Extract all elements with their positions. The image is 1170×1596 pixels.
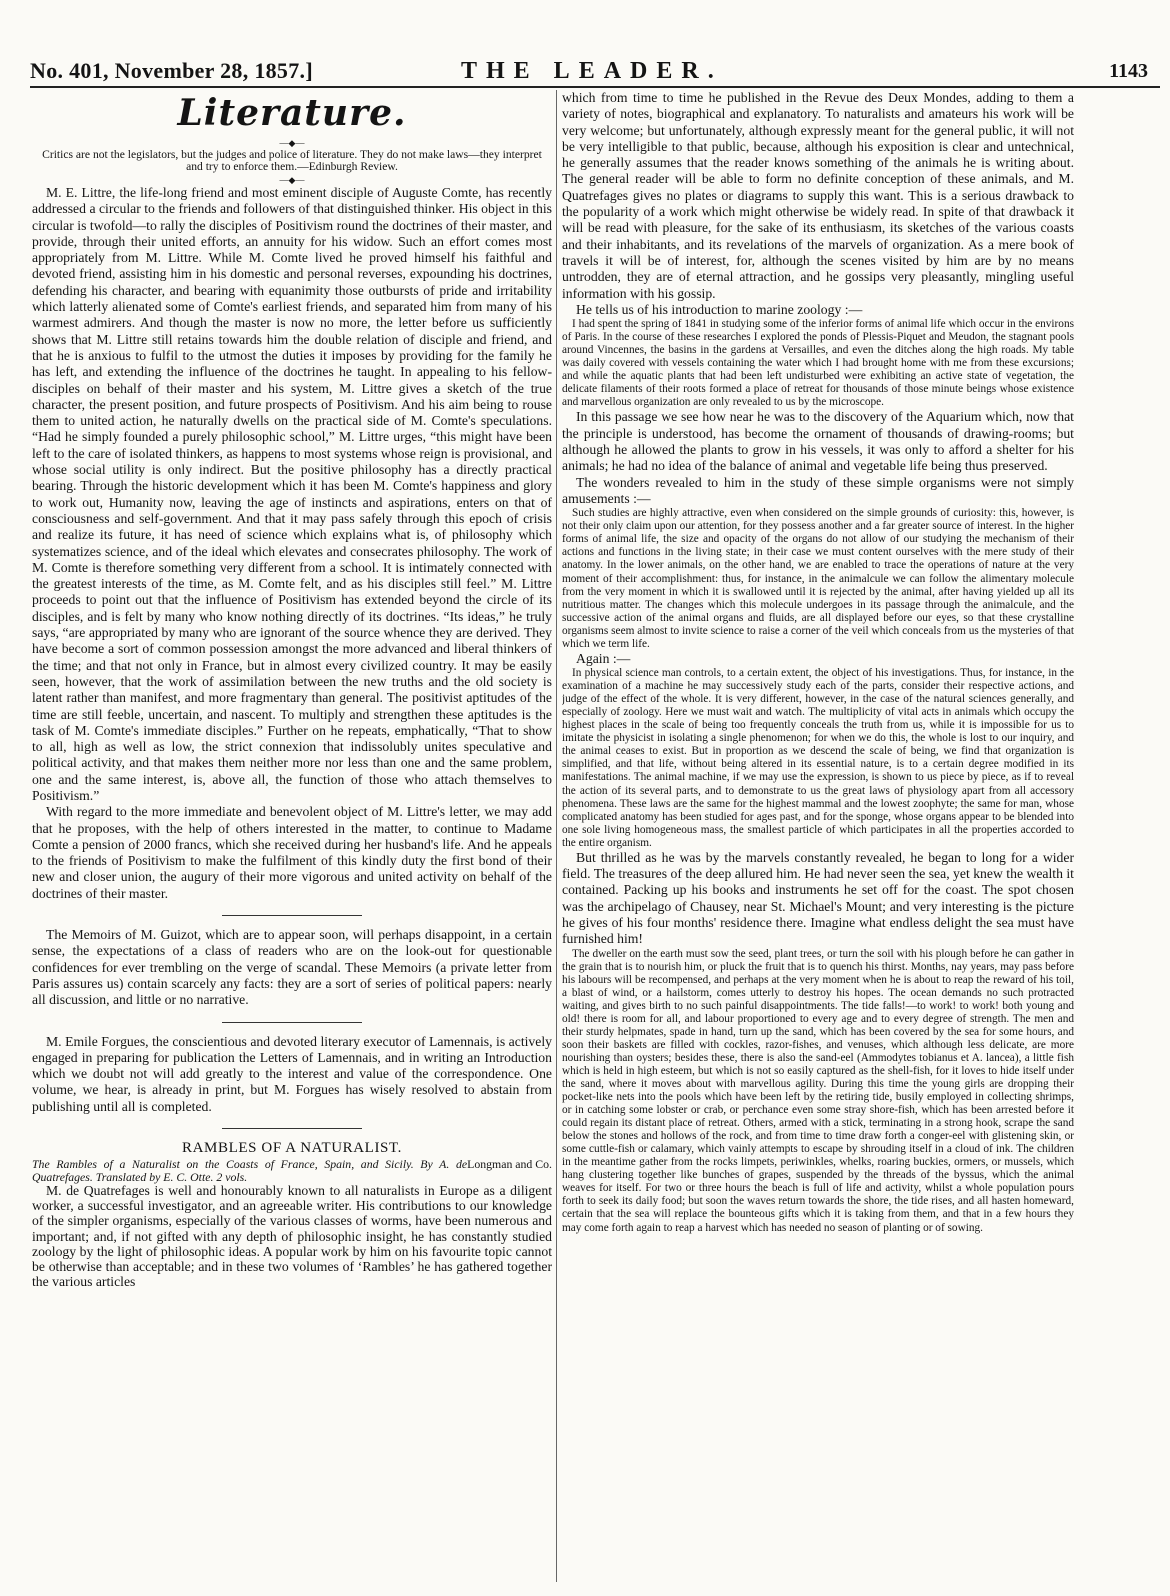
article-forgues-paragraph: M. Emile Forgues, the conscientious and devoted literary executor of Lamennais, is actively engaged in preparing for publication the Letters of Lamennais, and in writing an Introduction which we doubt not will add greatly to the interest and value of the correspondence. One volume, we hear, is already in print, but M. Forgues has wisely resolved to abstain from publishing until all is completed. [32,1033,552,1114]
book-title: The Rambles of a Naturalist on the Coasts of France, Spain, and Sicily. By A. de Quatrefages. Translated by E. C. Otte. 2 vols. [32,1157,468,1184]
article-littre-paragraph: M. E. Littre, the life-long friend and most eminent disciple of Auguste Comte, has recently addressed a circular to the friends and followers of that distinguished thinker. His object in this circular is twofold—to rally the disciples of Positivism round the doctrines of their master, and provide, through their united efforts, an annuity for his widow. Such an effort comes most appropriately from M. Littre. While M. Comte lived he proved himself his faithful and devoted friend, assisting him in his domestic and personal reverses, expounding his doctrines, defending his character, and bearing with equanimity those outbursts of pride and irritability which latterly alienated some of Comte's earliest friends, and separated him from many of his warmest admirers. And though the master is now no more, the letter before us sufficiently shows that M. Littre still retains towards him the double relation of disciple and friend, and that he is anxious to fulfil to the utmost the duties it imposes by providing for the family he has left, and extending the influence of the doctrines he taught. In appealing to his fellow-disciples on behalf of their master and his system, M. Littre gives a sketch of the true character, the present position, and future prospects of Positivism. And his aim being to rouse them to united action, he naturally dwells on the practical side of M. Comte's speculations. “Had he simply founded a purely philosophic school,” M. Littre urges, “this might have been left to the care of isolated thinkers, as happens to most systems whose reign is provisional, and whose social utility is only indirect. But the positive philosophy has a directly practical bearing. Through the historic development which it has been M. Comte's happiness and glory to work out, Humanity now, leaving the age of instincts and aspirations, enters on that of consciousness and self-government. And that it may pass safely through this epoch of crisis and realize its future, it has need of science which explains what is, of philosophy which systematizes science, and of the ideal which elevates and consecrates philosophy. The work of M. Comte is therefore something very different from a school. It is intimately connected with the greatest interests of the time, as M. Comte felt, and as his disciples still feel.” M. Littre proceeds to point out that the influence of Positivism has extended beyond the circle of its disciples, and is felt by many who know nothing directly of its doctrines. “Its ideas,” he truly says, “are appropriated by many who are ignorant of the source whence they are derived. They have become a sort of common possession amongst the more advanced and liberal thinkers of the time; and that not only in France, but in almost every civilized country. It may be easily seen, however, that the work of assimilation between the new truths and the old society is latent rather than manifest, and more fragmentary than general. The positivist aptitudes of the time are still feeble, uncertain, and nascent. To multiply and strengthen these aptitudes is the task of M. Comte's immediate disciples.” Further on he repeats, emphatically, “That to show to all, high as well as low, the strict connexion that indissolubly unites speculative and political activity, and that makes them neither more nor less than one and the same problem, one and the same interest, is, above all, the function of those who attach themselves to Positivism.” [32,185,552,803]
quotation-3: In physical science man controls, to a certain extent, the object of his investigations. Thus, for instance, in the examination of a machine he may successively study each of the parts, consider their respective actions, and judge of the effect of the whole. It is very different, however, in the case of the natural sciences generally, and especially of zoology. Here we must wait and watch. The multiplicity of vital acts in animals which occupy the highest places in the scale of being too frequently conceals the truth from us, while it is impossible for us to imitate the physicist in isolating a single phenomenon; for when we do this, the whole is lost to our inquiry, and the animal ceases to exist. But in proportion as we descend the scale of being, we find that organization is simplified, and that life, without being altered in its essential nature, is to a certain degree modified in its manifestations. The animal machine, if we may use the expression, is shown to us piece by piece, as if to reveal the action of its several parts, and to demonstrate to us the great laws of physiology apart from all accessory phenomena. These laws are the same for the highest mammal and the lowest zoophyte; the same for man, whose complicated anatomy has been studied for ages past, and for the sponge, whose organs appear to be blended into one sole living homogeneous mass, the smallest particle of which participates in all the properties accorded to the entire organism. [562,667,1074,849]
article-guizot-paragraph: The Memoirs of M. Guizot, which are to appear soon, will perhaps disappoint, in a certain sense, the expectations of a class of readers who are on the look-out for questionable confidences for ever trembling on the verge of scandal. These Memoirs (a private letter from Paris assures us) contain scarcely any facts: they are a sort of series of political papers: nearly all discussion, and little or no narrative. [32,927,552,1008]
horizontal-rule-2 [222,1022,362,1023]
review-paragraph: M. de Quatrefages is well and honourably known to all naturalists in Europe as a diligent worker, a successful investigator, and an agreeable writer. His contributions to our knowledge of the simpler organisms, especially of the various classes of worms, have been numerous and important; and, if not gifted with any depth of philosophic insight, he has constantly studied zoology by the light of philosophic ideas. A popular work by him on his favourite topic cannot be otherwise than acceptable; and in these two volumes of ‘Rambles’ he has gathered together the various articles [32,1183,552,1290]
page-header [30,58,1160,88]
left-column [32,90,552,1590]
right-column [562,90,1074,1590]
review-heading: RAMBLES OF A NATURALIST. [182,1140,402,1157]
column-divider [556,90,557,1582]
quotation-4: The dweller on the earth must sow the seed, plant trees, or turn the soil with his plough before he can gather in the grain that is to nourish him, or pluck the fruit that is to quench his thirst. Months, nay years, may pass before his labours will be recompensed, and perhaps at the very moment when he is about to reap the reward of his toil, a blast of wind, or a hailstorm, comes utterly to destroy his hopes. The ocean demands no such protracted waiting, and gives birth to no such painful disappointments. The tide falls!—to work! to work! both young and old! there is room for all, and labour proportioned to every age and to every degree of strength. The men and their sturdy helpmates, spade in hand, turn up the sand, which has been covered by the sea for some hours, and soon their baskets are filled with cockles, razor-fishes, and venuses, which although less delicate, are more nourishing than oysters; besides these, there is also the sand-eel (Ammodytes tobianus et A. lancea), a little fish which is held in high esteem, but which is not so easily captured as the shell-fish, for it loves to hide itself under the sand, where it moves about with marvellous agility. During this time the young girls are dropping their pocket-like nets into the pools which have been left by the retiring tide, busily employed in collecting shrimps, or in catching some lobster or crab, or perchance even some stray shore-fish, which has been arrested before it could regain its distant place of retreat. Others, armed with a stick, terminating in a strong hook, scrape the sand below the stones and hollows of the rock, and from time to time draw forth a conger-eel with glistening skin, or some cuttle-fish or calamary, which vainly attempts to escape by shrouding itself in a cloud of ink. The children in the meantime gather from the rocks limpets, periwinkles, whelks, roaring buckies, ormers, or mussels, which hang clustering together like bunches of grapes, suspended by the threads of the byssus, which the animal weaves for itself. For two or three hours the beach is full of life and activity, whilst a whole population pours forth to seek its daily food; but soon the waves return towards the shore, the tide rises, and all hasten homeward, certain that the sea will replace the bounteous gifts which it is taking from them, and that in a few hours they may come forth again to reap a harvest which has needed no season of planting or of sowing. [562,947,1074,1234]
article-littre-paragraph-2: With regard to the more immediate and benevolent object of M. Littre's letter, we may add that he proposes, with the help of others interested in the matter, to continue to Madame Comte a pension of 2000 francs, which she received during her husband's life. And he appeals to the friends of Positivism to make the fulfilment of this kindly duty the first bond of their new and closer union, the augury of their more vigorous and united activity on behalf of the doctrines of their master. [32,804,552,901]
section-title: Literature. [177,92,407,134]
ornament-divider: —◆— [279,138,305,148]
horizontal-rule-3 [222,1128,362,1129]
quotation-1: I had spent the spring of 1841 in studying some of the inferior forms of animal life which occur in the environs of Paris. In the course of these researches I explored the ponds of Plessis-Piquet and Meudon, the stagnant pools around Vincennes, the basins in the gardens at Versailles, and even the ditches along the high roads. My table was daily covered with vessels containing the water which I had brought home with me from these excursions; and while the aquatic plants that had been left undisturbed were exhibiting an active state of vegetation, the delicate filaments of their roots formed a place of retreat for thousands of those minute beings whose existence and marvellous organization are only revealed to us by the microscope. [562,318,1074,409]
review-continuation: which from time to time he published in the Revue des Deux Mondes, adding to them a variety of notes, biographical and explanatory. To naturalists and amateurs his work will be very welcome; but unfortunately, although expressly meant for the general public, it will not be very intelligible to that public, because, although his exposition is clear and untechnical, he generally assumes that the reader knows something of the animals he is writing about. The general reader will be able to form no definite conception of these animals, and M. Quatrefages gives no plates or diagrams to supply this want. This is a serious drawback to the popularity of a work which might otherwise be widely read. In spite of that drawback it will be read with pleasure, for the sake of its enthusiasm, its sketches of the various coasts and their inhabitants, and its revelations of the marvels of organization. As a mere book of travels it will be of interest, for, although the scenes visited by him are by no means untrodden, they are of eternal attraction, and he gossips very pleasantly, mingling useful information with his gossip. [562,90,1074,301]
review-paragraph-aquarium: In this passage we see how near he was to the discovery of the Aquarium which, now that the principle is understood, has become the ornament of thousands of drawing-rooms; but although he allowed the plants to grow in his vessels, it was only to afford a shelter for his animals; he had no idea of the balance of animal and vegetable life being thus preserved. [562,409,1074,474]
review-paragraph-again: Again :— [576,650,631,666]
issue-date: No. 401, November 28, 1857.] [30,58,313,83]
book-publisher: Longman and Co. [467,1157,552,1172]
review-paragraph-wonders: The wonders revealed to him in the study of these simple organisms were not simply amusements :— [562,474,1074,506]
review-paragraph-sea: But thrilled as he was by the marvels constantly revealed, he began to long for a wider field. The treasures of the deep allured him. He had never seen the sea, yet knew the wealth it contained. Packing up his books and instruments he set off for the coast. The spot chosen was the archipelago of Chausey, near St. Michael's Mount; and very interesting is the picture he gives of his four months' residence there. Imagine what endless delight the sea must have furnished him! [562,849,1074,947]
book-citation [32,1158,552,1183]
page-number: 1143 [1109,60,1148,82]
ornament-divider-2: —◆— [279,175,305,185]
review-paragraph-intro: He tells us of his introduction to marine zoology :— [576,301,863,317]
quotation-2: Such studies are highly attractive, even when considered on the simple grounds of curiosity: this, however, is not their only claim upon our attention, for they possess another and a far greater source of interest. In the higher forms of animal life, the size and opacity of the organs do not allow of our studying the mechanism of their actions and functions in the living state; in their case we must content ourselves with the mere study of their anatomy. In the lower animals, on the other hand, we are enabled to trace the operations of nature at the very moment of their accomplishment: thus, for instance, in the animalcule we can follow the alimentary molecule from the very moment in which it is swallowed until it is rejected by the animal, after having yielded up all its nutritious matter. The changes which this molecule undergoes in its passage through the animalcule, and the successive action of the animal organs and fluids, are all displayed before our eyes, so that these crystalline organisms seem almost to invite science to raise a corner of the veil which conceals from us the mysteries of that which we term life. [562,507,1074,650]
epigraph: Critics are not the legislators, but the judges and police of literature. They do not make laws—they interpret and try to enforce them.—Edinburgh Review. [42,148,542,173]
newspaper-title: THE LEADER. [461,58,723,84]
horizontal-rule [222,915,362,916]
